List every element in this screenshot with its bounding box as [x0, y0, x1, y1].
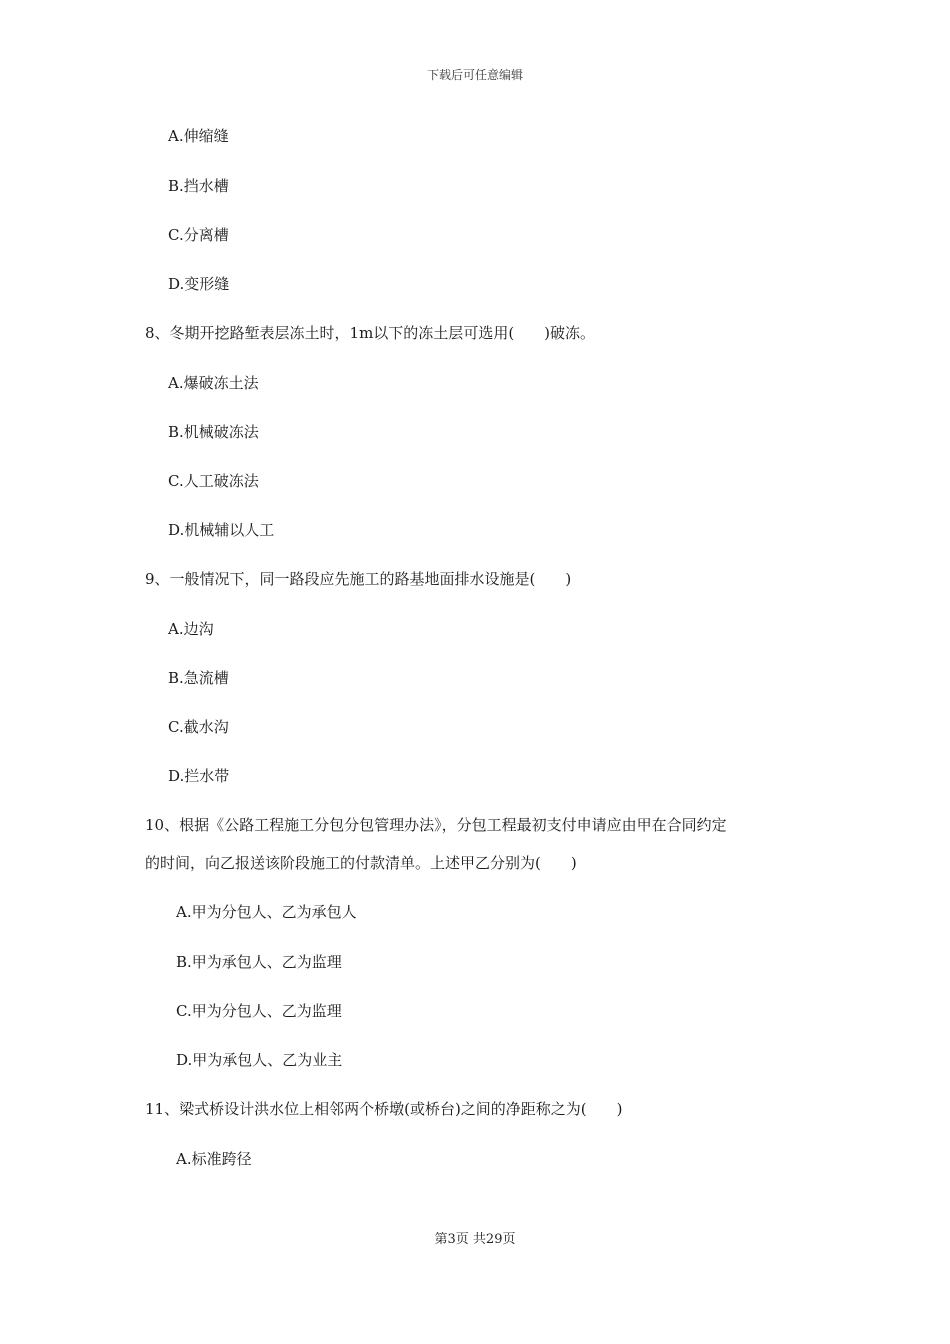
option-10c: C.甲为分包人、乙为监理: [176, 1002, 342, 1020]
option-7a: A.伸缩缝: [168, 127, 229, 145]
option-7b: B.挡水槽: [168, 177, 229, 195]
option-8c: C.人工破冻法: [168, 472, 259, 490]
header-note: 下载后可任意编辑: [426, 68, 523, 82]
option-9d: D.拦水带: [168, 767, 230, 785]
question-10-line-2: 的时间，向乙报送该阶段施工的付款清单。上述甲乙分别为( ): [145, 854, 577, 872]
question-10-line-1: 10、根据《公路工程施工分包分包管理办法》，分包工程最初支付申请应由甲在合同约定: [145, 816, 727, 834]
option-10b: B.甲为承包人、乙为监理: [176, 953, 342, 971]
question-11: 11、梁式桥设计洪水位上相邻两个桥墩(或桥台)之间的净距称之为( ): [145, 1100, 623, 1118]
question-8: 8、冬期开挖路堑表层冻土时，1m以下的冻土层可选用( )破冻。: [145, 324, 596, 342]
page-number: 第3页 共29页: [434, 1232, 516, 1247]
option-10d: D.甲为承包人、乙为业主: [176, 1051, 343, 1069]
option-9a: A.边沟: [168, 620, 214, 638]
option-9c: C.截水沟: [168, 718, 229, 736]
option-7c: C.分离槽: [168, 226, 229, 244]
option-8d: D.机械辅以人工: [168, 521, 275, 539]
option-8a: A.爆破冻土法: [168, 374, 259, 392]
option-7d: D.变形缝: [168, 275, 230, 293]
option-8b: B.机械破冻法: [168, 423, 259, 441]
question-9: 9、一般情况下，同一路段应先施工的路基地面排水设施是( ): [145, 570, 572, 588]
option-11a: A.标准跨径: [176, 1150, 252, 1168]
option-10a: A.甲为分包人、乙为承包人: [176, 903, 357, 921]
option-9b: B.急流槽: [168, 669, 229, 687]
